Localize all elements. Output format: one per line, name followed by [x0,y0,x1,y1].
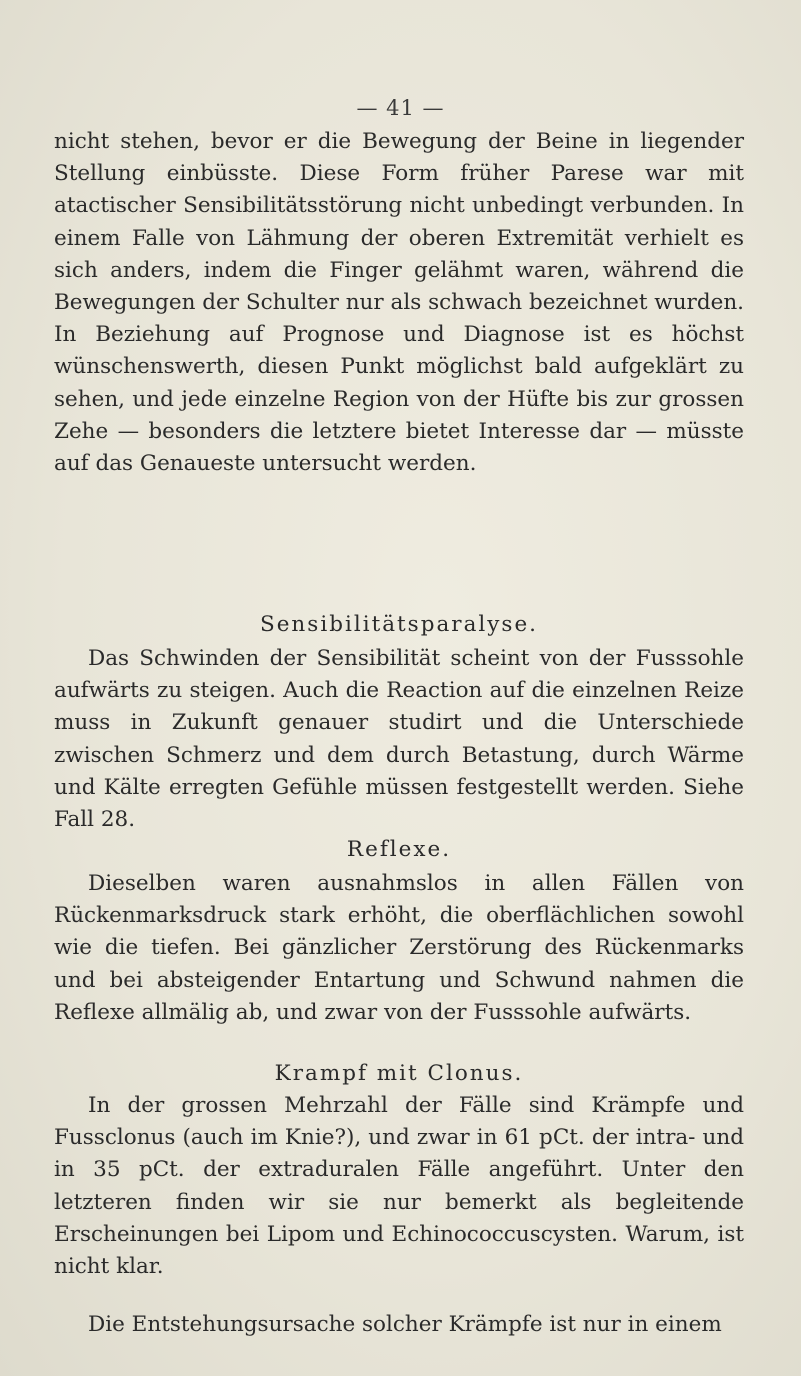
paragraph-text: Das Schwinden der Sensibilität scheint von der Fusssohle aufwärts zu steigen. Auch die Reaction auf die einzelnen Reize muss in Zukunft genauer studirt und die Unterschiede zwischen Schmerz und dem durch Betastung, durch Wärme und Kälte erregten Gefühle müssen festgestellt werden. Siehe Fall 28. [54,646,744,833]
paragraph-paresis [54,126,744,480]
paragraph-reflexes [54,868,744,1029]
page-number: — 41 — [356,96,445,120]
section-heading-reflexes [54,834,744,866]
paragraph-text: Dieselben waren ausnahmslos in allen Fällen von Rückenmarksdruck stark erhöht, die oberflächlichen sowohl wie die tiefen. Bei gänzlicher Zerstörung des Rückenmarks und bei absteigender Entartung und Schwund nahmen die Reflexe allmälig ab, und zwar von der Fusssohle aufwärts. [54,871,744,1025]
section-heading-cramp-clonus [54,1058,744,1090]
paragraph-text: In der grossen Mehrzahl der Fälle sind Krämpfe und Fussclonus (auch im Knie?), und zwar in 61 pCt. der intra- und in 35 pCt. der extraduralen Fälle angeführt. Unter den letzteren finden wir sie nur bemerkt als begleitende Erscheinungen bei Lipom und Echinococcuscysten. Warum, ist nicht klar. [54,1093,744,1280]
paragraph-cause [54,1309,744,1341]
paragraph-text: Die Entstehungsursache solcher Krämpfe ist nur in einem [88,1312,722,1337]
paragraph-cramp-clonus [54,1090,744,1283]
paragraph-text: nicht stehen, bevor er die Bewegung der Beine in liegender Stellung einbüsste. Diese Form früher Parese war mit atactischer Sensibilitätsstörung nicht unbedingt verbunden. In einem Falle von Lähmung der oberen Extremität verhielt es sich anders, indem die Finger gelähmt waren, während die Bewegungen der Schulter nur als schwach bezeichnet wurden. In Beziehung auf Prognose und Diagnose ist es höchst wünschenswerth, diesen Punkt möglichst bald aufgeklärt zu sehen, und jede einzelne Region von der Hüfte bis zur grossen Zehe — besonders die letztere bietet Interesse dar — müsste auf das Genaueste untersucht werden. [54,129,744,477]
heading-text: Reflexe. [346,837,452,862]
section-heading-sensibility [54,609,744,641]
heading-text: Krampf mit Clonus. [274,1061,524,1086]
heading-text: Sensibilitätsparalyse. [259,612,539,637]
paragraph-sensibility [54,643,744,836]
